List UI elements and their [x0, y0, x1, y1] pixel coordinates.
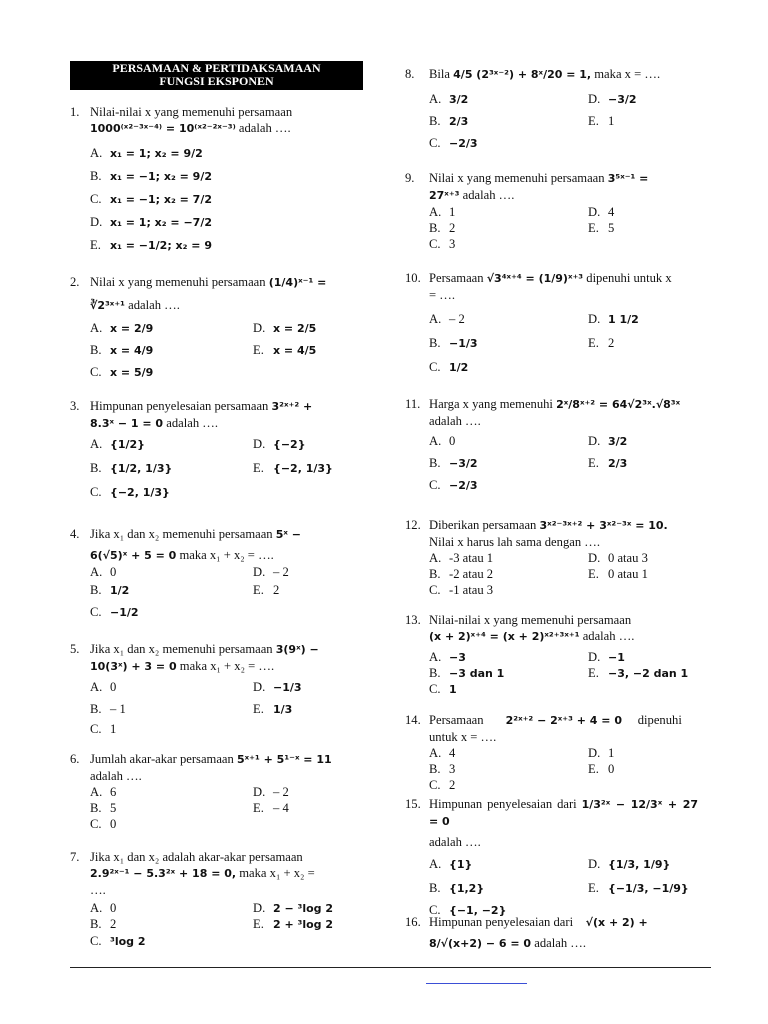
- stem-tail-2: ….: [90, 883, 106, 897]
- option-d[interactable]: D. −3/2: [588, 92, 637, 106]
- option-c[interactable]: C. 3: [429, 237, 456, 251]
- option-d[interactable]: D. −1/3: [253, 680, 302, 694]
- stem-tail: dipenuhi: [637, 713, 682, 727]
- equation: 5ˣ⁺¹ + 5¹⁻ˣ = 11: [236, 753, 332, 766]
- question-stem: [429, 612, 698, 645]
- option-e[interactable]: E. 1: [588, 114, 615, 128]
- equation-cont: 8.3ˣ − 1 = 0: [90, 417, 164, 430]
- option-c[interactable]: C. −1/2: [90, 605, 139, 619]
- equation-cont: 6(√5)ˣ + 5 = 0: [90, 549, 177, 562]
- option-b[interactable]: B. x = 4/9: [90, 343, 154, 357]
- footer-rule: [70, 967, 711, 968]
- footer-link[interactable]: [426, 983, 527, 984]
- option-b[interactable]: B. {1,2}: [429, 881, 485, 895]
- option-c[interactable]: C. 1: [429, 682, 457, 696]
- question-1: [70, 104, 362, 254]
- option-b[interactable]: B. 2: [429, 221, 456, 235]
- question-stem: [429, 170, 698, 204]
- stem-text: Nilai x yang memenuhi persamaan: [90, 275, 266, 289]
- stem-text: Jumlah akar-akar persamaan: [90, 752, 234, 766]
- worksheet-title: [70, 61, 363, 90]
- stem-tail: adalah ….: [429, 835, 481, 849]
- question-15: [405, 796, 698, 917]
- question-8: [405, 66, 698, 158]
- option-b[interactable]: B. −1/3: [429, 336, 478, 350]
- equation: (1/4)ˣ⁻¹ =: [268, 276, 327, 289]
- option-e[interactable]: E. 1/3: [253, 702, 293, 716]
- option-c[interactable]: C. 1: [90, 722, 117, 736]
- option-b[interactable]: B. 3: [429, 762, 456, 776]
- equation: 4/5 (2³ˣ⁻²) + 8ˣ/20 = 1,: [453, 68, 592, 81]
- stem-tail: maka x = ….: [594, 67, 661, 81]
- question-16: [405, 914, 698, 954]
- option-d[interactable]: D. 2 − ³log 2: [253, 901, 334, 915]
- option-c[interactable]: C. x₁ = −1; x₂ = 7/2: [90, 192, 213, 206]
- option-c[interactable]: C. −2/3: [429, 478, 478, 492]
- stem-text: Persamaan: [429, 271, 484, 285]
- question-11: [405, 396, 698, 506]
- question-stem: [429, 712, 698, 745]
- question-6: [70, 751, 362, 831]
- question-5: [70, 641, 362, 741]
- question-7: [70, 849, 362, 949]
- stem-tail-2: untuk x = ….: [429, 730, 497, 744]
- question-stem: [90, 274, 362, 314]
- question-number: 16.: [405, 915, 421, 929]
- option-c[interactable]: C. {−1, −2}: [429, 903, 507, 917]
- equation-cont: 8/√(x+2) − 6 = 0: [429, 937, 532, 950]
- stem-tail: maka x₁ + x₂ = ….: [179, 548, 274, 562]
- question-number: 14.: [405, 713, 421, 727]
- equation: 1000⁽ˣ²⁻³ˣ⁻⁴⁾ = 10⁽ˣ²⁻²ˣ⁻³⁾: [90, 122, 236, 135]
- stem-text: Himpunan penyelesaian persamaan: [90, 399, 269, 413]
- question-stem: [429, 517, 698, 550]
- question-stem: [90, 398, 362, 432]
- option-e[interactable]: E. 2: [253, 583, 280, 597]
- option-b[interactable]: B. x₁ = −1; x₂ = 9/2: [90, 169, 213, 183]
- question-number: 15.: [405, 797, 421, 811]
- stem-text: Himpunan penyelesaian dari: [429, 797, 577, 811]
- stem-tail: maka x₁ + x₂ =: [239, 866, 315, 880]
- option-c[interactable]: C. x = 5/9: [90, 365, 154, 379]
- stem-text: Persamaan: [429, 713, 484, 727]
- question-3: [70, 398, 362, 508]
- option-d[interactable]: D. 3/2: [588, 434, 628, 448]
- question-stem: [429, 270, 698, 303]
- question-number: 11.: [405, 397, 421, 411]
- option-c[interactable]: C. -1 atau 3: [429, 583, 494, 597]
- question-14: [405, 712, 698, 794]
- option-b[interactable]: B. 2/3: [429, 114, 469, 128]
- option-b[interactable]: B. 2: [90, 917, 117, 931]
- option-a[interactable]: A. 0: [429, 434, 456, 448]
- question-stem: [429, 396, 698, 429]
- option-a[interactable]: A. 0: [90, 565, 117, 579]
- question-4: [70, 526, 362, 626]
- equation: 2.9²ˣ⁻¹ − 5.3²ˣ + 18 = 0,: [90, 867, 237, 880]
- question-number: 6.: [70, 752, 80, 766]
- equation: 3⁵ˣ⁻¹ =: [607, 172, 649, 185]
- stem-text: Diberikan persamaan: [429, 518, 537, 532]
- option-e[interactable]: E. x = 4/5: [253, 343, 317, 357]
- option-d[interactable]: D. 0 atau 3: [588, 551, 648, 565]
- question-number: 8.: [405, 67, 415, 81]
- option-a[interactable]: A. 3/2: [429, 92, 469, 106]
- option-a[interactable]: A. x = 2/9: [90, 321, 154, 335]
- option-e[interactable]: E. −3, −2 dan 1: [588, 666, 689, 680]
- option-a[interactable]: A. −3: [429, 650, 466, 664]
- equation: (x + 2)ˣ⁺⁴ = (x + 2)ˣ²⁺³ˣ⁺¹: [429, 630, 580, 643]
- title-line-1: PERSAMAAN & PERTIDAKSAMAAN: [112, 61, 321, 75]
- option-b[interactable]: B. – 1: [90, 702, 126, 716]
- option-e[interactable]: E. {−1/3, −1/9}: [588, 881, 689, 895]
- stem-tail: adalah ….: [462, 188, 515, 202]
- question-number: 3.: [70, 399, 80, 413]
- stem-text: Harga x yang memenuhi: [429, 397, 553, 411]
- option-c[interactable]: C. 2: [429, 778, 456, 792]
- stem-tail: adalah ….: [429, 414, 481, 428]
- stem-tail-2: = ….: [429, 288, 455, 302]
- question-2: [70, 274, 362, 384]
- option-d[interactable]: D. {−2}: [253, 437, 306, 451]
- option-e[interactable]: E. 2/3: [588, 456, 628, 470]
- equation: √(x + 2) +: [585, 916, 648, 929]
- equation: √3⁴ˣ⁺⁴ = (1/9)ˣ⁺³: [486, 272, 584, 285]
- stem-tail: adalah ….: [166, 416, 219, 430]
- question-number: 1.: [70, 105, 80, 119]
- question-number: 7.: [70, 850, 80, 864]
- question-10: [405, 270, 698, 380]
- equation: 5ˣ −: [275, 528, 301, 541]
- stem-tail: adalah ….: [582, 629, 635, 643]
- option-d[interactable]: D. {1/3, 1/9}: [588, 857, 671, 871]
- question-13: [405, 612, 698, 702]
- stem-text: Bila: [429, 67, 450, 81]
- option-d[interactable]: D. 1: [588, 746, 615, 760]
- equation: 1/3²ˣ − 12/3ˣ + 27 = 0: [429, 798, 698, 828]
- question-number: 10.: [405, 271, 421, 285]
- option-a[interactable]: A. – 2: [429, 312, 465, 326]
- equation: 3²ˣ⁺² +: [271, 400, 313, 413]
- question-number: 4.: [70, 527, 80, 541]
- option-d[interactable]: D. 1 1/2: [588, 312, 639, 326]
- stem-tail: adalah ….: [128, 298, 180, 312]
- option-b[interactable]: B. 1/2: [90, 583, 130, 597]
- stem-text: Himpunan penyelesaian dari: [429, 915, 574, 929]
- option-e[interactable]: E. 0: [588, 762, 615, 776]
- option-e[interactable]: E. x₁ = −1/2; x₂ = 9: [90, 238, 213, 252]
- option-a[interactable]: A. 4: [429, 746, 456, 760]
- equation: 2²ˣ⁺² − 2ˣ⁺³ + 4 = 0: [505, 714, 622, 727]
- option-d[interactable]: D. 4: [588, 205, 615, 219]
- option-a[interactable]: A. {1}: [429, 857, 473, 871]
- equation: 3(9ˣ) −: [275, 643, 319, 656]
- question-number: 9.: [405, 171, 415, 185]
- option-c[interactable]: C. 1/2: [429, 360, 469, 374]
- stem-text: Jika x₁ dan x₂ memenuhi persamaan: [90, 642, 273, 656]
- option-e[interactable]: E. 5: [588, 221, 615, 235]
- option-a[interactable]: A. x₁ = 1; x₂ = 9/2: [90, 146, 203, 160]
- question-number: 2.: [70, 275, 80, 289]
- equation-cont: 27ˣ⁺³: [429, 189, 460, 202]
- question-stem: [90, 849, 362, 898]
- stem-text: Jika x₁ dan x₂ adalah akar-akar persamaan: [90, 850, 303, 864]
- option-b[interactable]: B. −3/2: [429, 456, 478, 470]
- question-stem: [90, 641, 362, 675]
- question-stem: [429, 796, 698, 850]
- option-c[interactable]: C. ³log 2: [90, 934, 146, 948]
- stem-text: Nilai-nilai x yang memenuhi persamaan: [429, 613, 632, 627]
- stem-tail: adalah ….: [534, 936, 587, 950]
- equation: 3ˣ²⁻³ˣ⁺² + 3ˣ²⁻³ˣ = 10.: [539, 519, 668, 532]
- option-a[interactable]: A. 0: [90, 901, 117, 915]
- stem-tail: adalah ….: [238, 121, 291, 135]
- question-stem: [90, 104, 362, 137]
- stem-text: Jika x₁ dan x₂ memenuhi persamaan: [90, 527, 273, 541]
- question-stem: [429, 914, 698, 952]
- option-b[interactable]: B. −3 dan 1: [429, 666, 505, 680]
- stem-text: Nilai-nilai x yang memenuhi persamaan: [90, 105, 293, 119]
- equation-cont: ∛2³ˣ⁺¹: [90, 299, 125, 312]
- question-number: 13.: [405, 613, 421, 627]
- option-a[interactable]: A. 0: [90, 680, 117, 694]
- question-stem: [90, 526, 362, 564]
- question-stem: [429, 66, 698, 83]
- option-d[interactable]: D. x₁ = 1; x₂ = −7/2: [90, 215, 213, 229]
- option-c[interactable]: C. −2/3: [429, 136, 478, 150]
- option-a[interactable]: A. 1: [429, 205, 456, 219]
- option-d[interactable]: D. – 2: [253, 565, 289, 579]
- stem-tail: Nilai x harus lah sama dengan ….: [429, 535, 601, 549]
- question-number: 12.: [405, 518, 421, 532]
- stem-tail: dipenuhi untuk x: [586, 271, 672, 285]
- option-e[interactable]: E. – 4: [253, 801, 289, 815]
- stem-text: Nilai x yang memenuhi persamaan: [429, 171, 605, 185]
- option-e[interactable]: E. 2: [588, 336, 615, 350]
- title-line-2: FUNGSI EKSPONEN: [159, 74, 274, 88]
- option-b[interactable]: B. 5: [90, 801, 117, 815]
- stem-tail: maka x₁ + x₂ = ….: [179, 659, 275, 673]
- equation-cont: 10(3ˣ) + 3 = 0: [90, 660, 177, 673]
- equation: 2ˣ/8ˣ⁺² = 64√2³ˣ.√8³ˣ: [556, 398, 681, 411]
- option-e[interactable]: E. 2 + ³log 2: [253, 917, 334, 931]
- option-d[interactable]: D. −1: [588, 650, 625, 664]
- question-12: [405, 517, 698, 599]
- question-stem: [90, 751, 362, 784]
- option-d[interactable]: D. x = 2/5: [253, 321, 317, 335]
- option-d[interactable]: D. – 2: [253, 785, 289, 799]
- option-e[interactable]: E. 0 atau 1: [588, 567, 648, 581]
- option-b[interactable]: B. -2 atau 2: [429, 567, 494, 581]
- option-a[interactable]: A. {1/2}: [90, 437, 145, 451]
- option-a[interactable]: A. -3 atau 1: [429, 551, 494, 565]
- question-9: [405, 170, 698, 252]
- question-number: 5.: [70, 642, 80, 656]
- option-c[interactable]: C. 0: [90, 817, 117, 831]
- option-a[interactable]: A. 6: [90, 785, 117, 799]
- option-c[interactable]: C. {−2, 1/3}: [90, 485, 170, 499]
- stem-tail: adalah ….: [90, 769, 142, 783]
- option-e[interactable]: E. {−2, 1/3}: [253, 461, 333, 475]
- option-b[interactable]: B. {1/2, 1/3}: [90, 461, 173, 475]
